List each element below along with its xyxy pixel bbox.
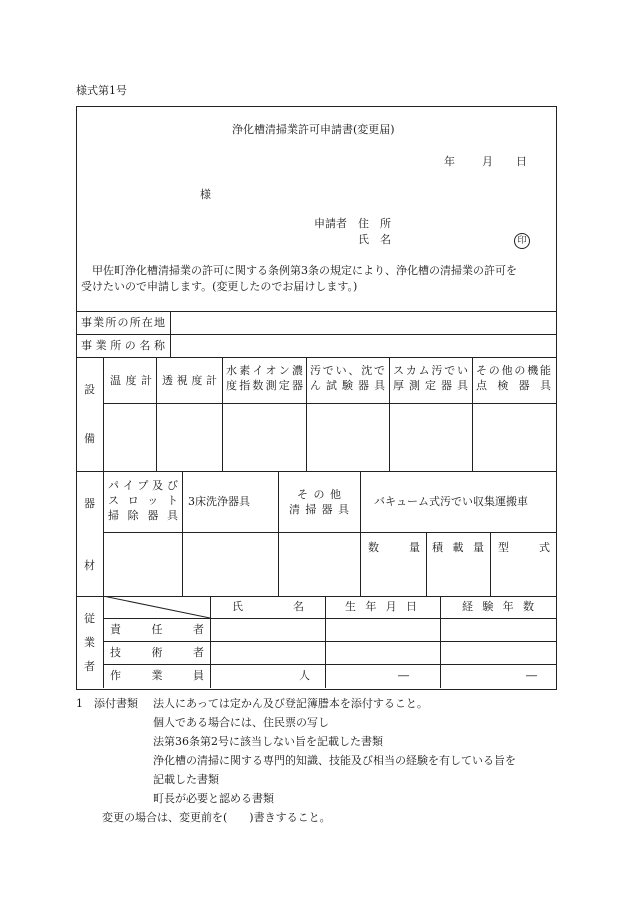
applicant-address-label: 住 所 [358, 217, 391, 230]
staff-label-3: 者 [84, 660, 95, 673]
applicant-name-label: 氏 名 [358, 233, 391, 246]
vehicle-model: 型式 [498, 541, 550, 554]
vehicle-quantity: 数量 [368, 541, 420, 554]
staff-col-name: 氏 名 [232, 600, 304, 613]
body-text-line2: 受けたいので申請します。(変更したのでお届けします。) [81, 280, 358, 293]
staff-col-birthdate: 生年月日 [345, 600, 417, 613]
office-name-label: 事業所の名称 [81, 339, 165, 352]
equipment-thermometer: 温度計 [110, 374, 152, 387]
date-month: 月 [482, 155, 493, 168]
worker-count-unit: 人 [299, 669, 310, 682]
equipment-other-inspection: その他の機能 点検器具 [476, 364, 551, 392]
notes-line: 記載した書類 [153, 773, 219, 786]
date-year: 年 [444, 155, 455, 168]
notes-line: 個人である場合には、住民票の写し [153, 716, 329, 729]
vehicle-capacity: 積載量 [432, 541, 484, 554]
machinery-vacuum-truck: バキューム式汚でい収集運搬車 [374, 495, 528, 508]
office-location-label: 事業所の所在地 [81, 316, 165, 329]
machinery-label-2: 材 [84, 559, 95, 572]
notes-line: 法第36条第2号に該当しない旨を記載した書類 [153, 735, 383, 748]
worker-experience-dash: ― [526, 669, 537, 682]
equipment-scum-gauge: スカム汚でい 厚測定器具 [393, 364, 468, 392]
form-number: 様式第1号 [76, 84, 127, 97]
equipment-ph-meter: 水素イオン濃 度指数測定器 [226, 364, 303, 392]
machinery-other-cleaning: その他 清掃器具 [289, 488, 349, 516]
staff-label-2: 業 [84, 636, 95, 649]
notes-line: 町長が必要と認める書類 [153, 792, 274, 805]
form-title: 浄化槽清掃業許可申請書(変更届) [232, 123, 395, 136]
seal-mark: 印 [514, 233, 530, 249]
change-note: 変更の場合は、変更前を( )書きすること。 [102, 811, 331, 824]
equipment-label-1: 設 [84, 383, 95, 396]
addressee-suffix: 様 [200, 188, 211, 201]
machinery-bed-washer: 3床洗浄器具 [188, 495, 250, 508]
machinery-label-1: 器 [84, 497, 95, 510]
staff-label-1: 従 [84, 612, 95, 625]
worker-birthdate-dash: ― [398, 669, 409, 682]
machinery-pipe-cleaner: パイプ及び スロット 掃除器具 [108, 479, 178, 522]
equipment-transparency-meter: 透視度計 [162, 374, 217, 387]
staff-row-manager: 責任者 [110, 623, 204, 636]
equipment-sludge-test: 汚でい、沈で ん試験器具 [310, 364, 385, 392]
header-diagonal [103, 596, 210, 618]
staff-row-worker: 作業員 [110, 669, 204, 682]
staff-col-experience: 経験年数 [462, 600, 534, 613]
notes-number: 1 [76, 697, 83, 710]
notes-line: 浄化槽の清掃に関する専門的知識、技能及び相当の経験を有している旨を [153, 754, 516, 767]
body-text-line1: 甲佐町浄化槽清掃業の許可に関する条例第3条の規定により、浄化槽の清掃業の許可を [92, 264, 517, 277]
applicant-label: 申請者 [314, 217, 347, 230]
date-day: 日 [516, 155, 527, 168]
staff-row-technician: 技術者 [110, 646, 204, 659]
equipment-label-2: 備 [84, 432, 95, 445]
notes-line: 法人にあっては定かん及び登記簿謄本を添付すること。 [153, 697, 428, 710]
notes-label: 添付書類 [94, 697, 138, 710]
